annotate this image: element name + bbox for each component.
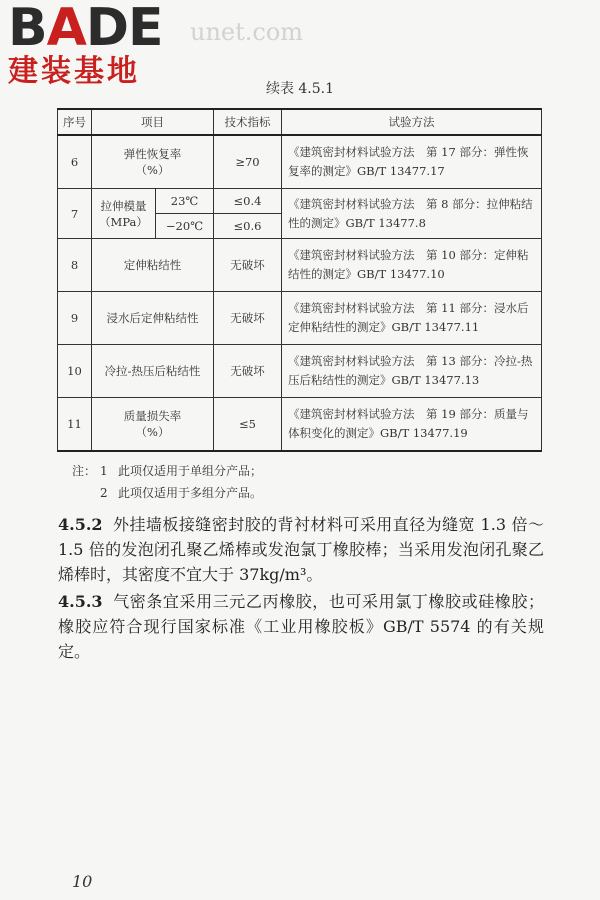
logo-letter-b: B: [8, 0, 47, 58]
table-row: [58, 398, 542, 452]
row-no: 6: [58, 135, 92, 189]
table-row: [58, 189, 542, 214]
row-no: 11: [58, 398, 92, 452]
row-method: 《建筑密封材料试验方法 第 11 部分：浸水后定伸粘结性的测定》GB/T 13477.11: [282, 292, 542, 345]
logo-letters-de: DE: [85, 0, 163, 58]
row-no: 7: [58, 189, 92, 239]
logo-chinese-name: 建装基地: [8, 54, 140, 89]
note-number: 1: [100, 464, 108, 478]
row-item: 冷拉-热压后粘结性: [92, 345, 214, 398]
note-text: 此项仅适用于单组分产品；: [118, 464, 263, 478]
spec-table: [57, 108, 542, 452]
row-no: 9: [58, 292, 92, 345]
section-text: 外挂墙板接缝密封胶的背衬材料可采用直径为缝宽 1.3 倍～1.5 倍的发泡闭孔聚乙烯棒或发泡氯丁橡胶棒；当采用发泡闭孔聚乙烯棒时，其密度不宜大于 37kg/m³。: [58, 515, 544, 584]
section-text: 气密条宜采用三元乙丙橡胶，也可采用氯丁橡胶或硅橡胶；橡胶应符合现行国家标准《工业用橡胶板》GB/T 5574 的有关规定。: [58, 592, 544, 661]
row-spec: 无破坏: [214, 292, 282, 345]
section-number: 4.5.2: [58, 515, 103, 534]
logo-wordmark: [8, 0, 178, 58]
header-item: 项目: [92, 109, 214, 135]
row-spec: 无破坏: [214, 239, 282, 292]
row-method: 《建筑密封材料试验方法 第 19 部分：质量与体积变化的测定》GB/T 13477.19: [282, 398, 542, 452]
row-spec: ≥70: [214, 135, 282, 189]
row-method: 《建筑密封材料试验方法 第 8 部分：拉伸粘结性的测定》GB/T 13477.8: [282, 189, 542, 239]
row-spec: ≤0.6: [214, 214, 282, 239]
item-unit: （MPa）: [99, 214, 148, 229]
row-method: 《建筑密封材料试验方法 第 10 部分：定伸粘结性的测定》GB/T 13477.10: [282, 239, 542, 292]
section-paragraph: [58, 512, 544, 587]
row-method: 《建筑密封材料试验方法 第 17 部分：弹性恢复率的测定》GB/T 13477.17: [282, 135, 542, 189]
row-sub-temp: 23℃: [156, 189, 214, 214]
table-header-row: [58, 109, 542, 135]
item-name: 质量损失率: [123, 409, 182, 423]
header-no: 序号: [58, 109, 92, 135]
section-paragraph: [58, 589, 544, 664]
item-name: 拉伸模量: [100, 198, 147, 213]
row-sub-temp: −20℃: [156, 214, 214, 239]
table-row: [58, 345, 542, 398]
note-item: [72, 460, 262, 482]
note-text: 此项仅适用于多组分产品。: [118, 486, 263, 500]
row-item: [92, 398, 214, 452]
row-item: 浸水后定伸粘结性: [92, 292, 214, 345]
header-method: 试验方法: [282, 109, 542, 135]
body-text: [58, 512, 544, 666]
note-label: 注：: [72, 464, 97, 478]
item-unit: （%）: [135, 163, 170, 177]
row-no: 8: [58, 239, 92, 292]
row-spec: 无破坏: [214, 345, 282, 398]
section-number: 4.5.3: [58, 592, 103, 611]
note-item: [72, 482, 262, 504]
page-number: 10: [72, 872, 93, 891]
logo-letter-a: A: [46, 0, 86, 58]
row-method: 《建筑密封材料试验方法 第 13 部分：冷拉-热压后粘结性的测定》GB/T 13477.13: [282, 345, 542, 398]
row-item: 定伸粘结性: [92, 239, 214, 292]
table-row: [58, 239, 542, 292]
row-spec: ≤0.4: [214, 189, 282, 214]
header-spec: 技术指标: [214, 109, 282, 135]
note-number: 2: [100, 486, 108, 500]
table-caption: 续表 4.5.1: [265, 81, 335, 97]
row-item: [92, 135, 214, 189]
table-row: [58, 135, 542, 189]
table-row: [58, 292, 542, 345]
item-unit: （%）: [135, 425, 170, 439]
item-name: 弹性恢复率: [123, 147, 182, 161]
row-item: [92, 189, 156, 239]
row-no: 10: [58, 345, 92, 398]
table-notes: [72, 460, 262, 504]
row-spec: ≤5: [214, 398, 282, 452]
watermark-text: unet.com: [190, 18, 304, 46]
